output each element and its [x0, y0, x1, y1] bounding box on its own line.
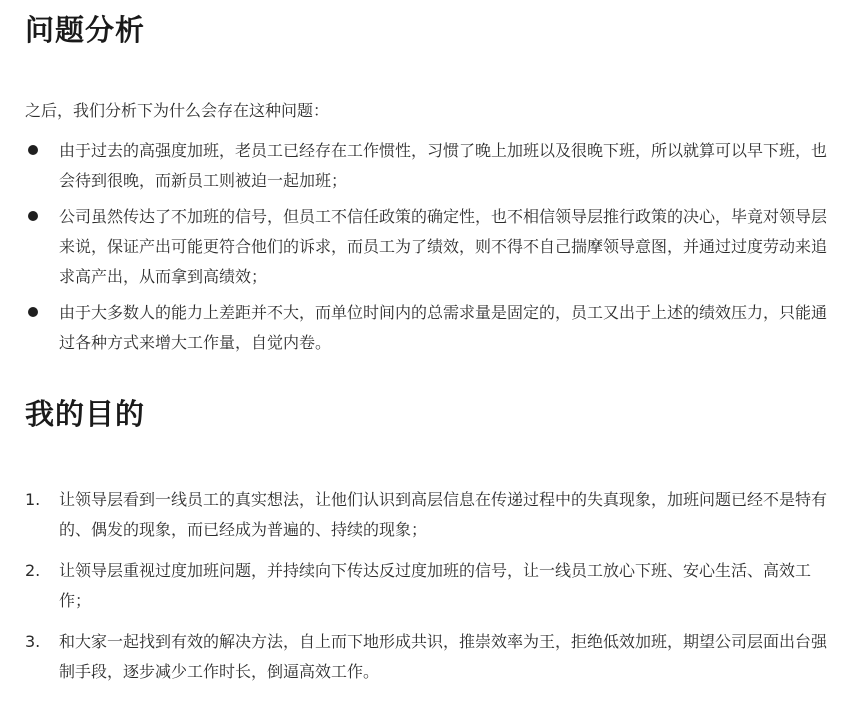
- numbered-list-item: [25, 485, 830, 545]
- section-heading-my-goals: 我的目的: [25, 397, 146, 431]
- list-number: 2.: [25, 561, 41, 580]
- section-heading-problem-analysis: 问题分析: [25, 13, 146, 47]
- numbered-list-item: [25, 627, 830, 687]
- bullet-list-item: [25, 136, 830, 196]
- problem-bullet-list: [25, 136, 830, 364]
- numbered-item-text: 让领导层重视过度加班问题，并持续向下传达反过度加班的信号，让一线员工放心下班、安心生活、高效工作；: [59, 561, 812, 610]
- list-number: 1.: [25, 490, 41, 509]
- intro-paragraph: 之后，我们分析下为什么会存在这种问题：: [25, 101, 330, 120]
- bullet-text: 由于过去的高强度加班，老员工已经存在工作惯性，习惯了晚上加班以及很晚下班，所以就算可以早下班，也会待到很晚，而新员工则被迫一起加班；: [59, 141, 828, 190]
- goals-numbered-list: [25, 485, 830, 698]
- bullet-dot-icon: [28, 211, 38, 221]
- list-number: 3.: [25, 632, 41, 651]
- bullet-text: 由于大多数人的能力上差距并不大，而单位时间内的总需求量是固定的，员工又出于上述的绩效压力，只能通过各种方式来增大工作量，自觉内卷。: [59, 303, 828, 352]
- bullet-list-item: [25, 298, 830, 358]
- bullet-text: 公司虽然传达了不加班的信号，但员工不信任政策的确定性，也不相信领导层推行政策的决心，毕竟对领导层来说，保证产出可能更符合他们的诉求，而员工为了绩效，则不得不自己揣摩领导意图，并通过过度劳动来追求高产出，从而拿到高绩效；: [59, 207, 828, 286]
- numbered-list-item: [25, 556, 830, 616]
- numbered-item-text: 让领导层看到一线员工的真实想法，让他们认识到高层信息在传递过程中的失真现象，加班问题已经不是特有的、偶发的现象，而已经成为普遍的、持续的现象；: [59, 490, 828, 539]
- numbered-item-text: 和大家一起找到有效的解决方法，自上而下地形成共识，推崇效率为王，拒绝低效加班，期望公司层面出台强制手段，逐步减少工作时长，倒逼高效工作。: [59, 632, 828, 681]
- bullet-dot-icon: [28, 145, 38, 155]
- bullet-dot-icon: [28, 307, 38, 317]
- bullet-list-item: [25, 202, 830, 292]
